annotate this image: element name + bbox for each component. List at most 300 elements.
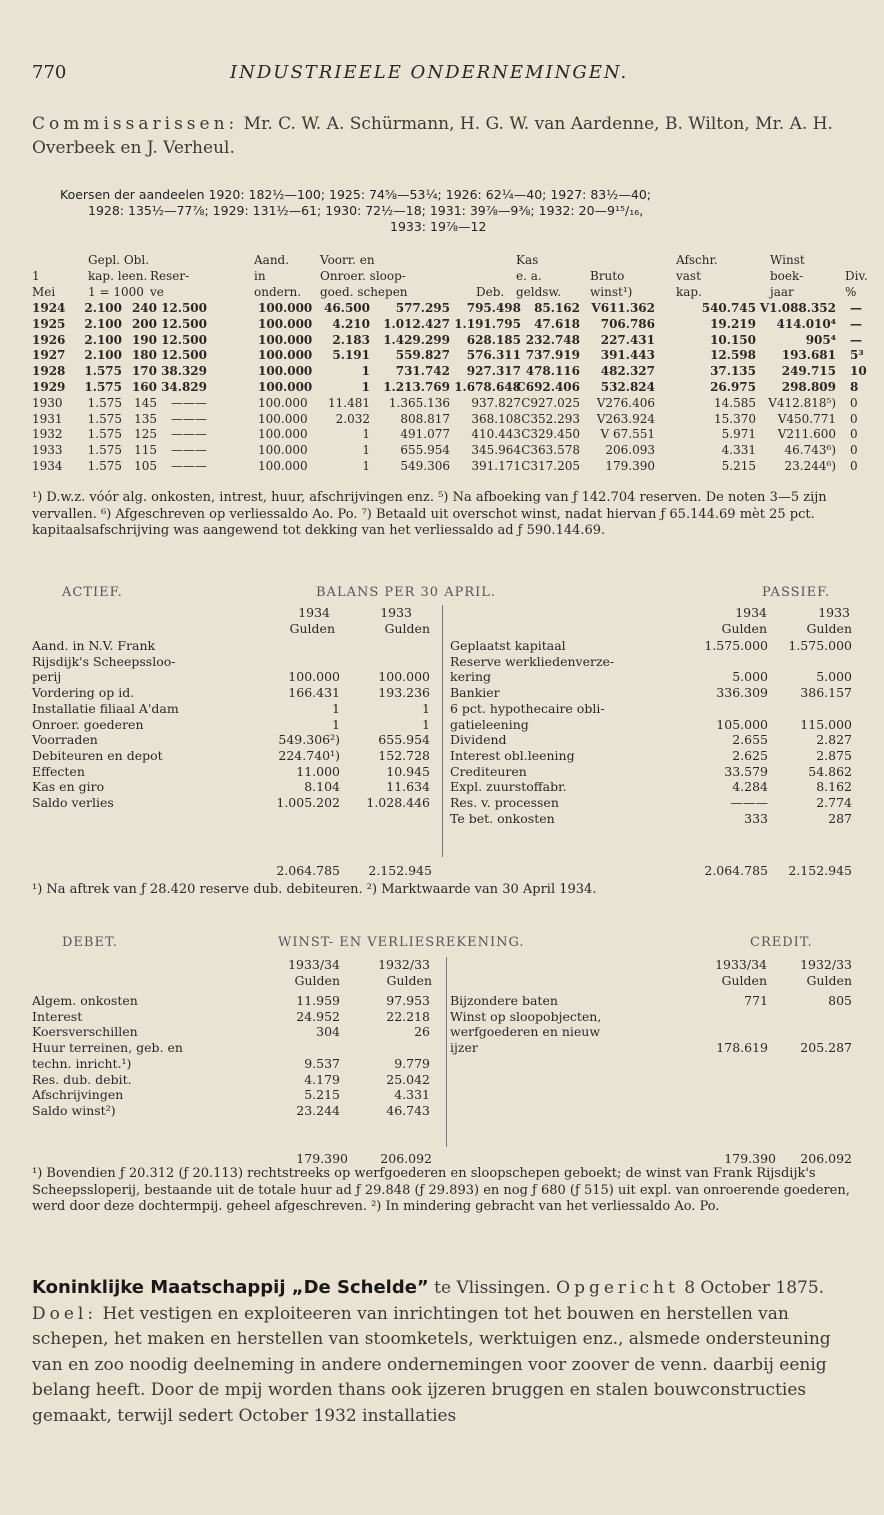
actief-value: 10.945 <box>386 763 430 779</box>
table-cell: C329.450 <box>521 427 580 442</box>
table-cell: 12.500 <box>161 348 207 363</box>
unit-header: Gulden <box>384 621 430 636</box>
actief-label: Onroer. goederen <box>32 716 144 732</box>
column-header: kap. <box>676 285 702 299</box>
actief-value: 152.728 <box>378 747 430 763</box>
page-number: 770 <box>32 62 67 83</box>
passief-label: Crediteuren <box>450 763 527 779</box>
row-year: 1930 <box>32 395 63 410</box>
passief-label: Te bet. onkosten <box>450 810 555 826</box>
koersen-line-2: 1928: 135½—77⅞; 1929: 131½—61; 1930: 72½—18; 1931: 39⅞—9⅜; 1932: 20—9¹⁵/₁₆, <box>88 203 644 218</box>
table-cell: 1.575 <box>87 427 122 442</box>
unit-header: Gulden <box>289 621 335 636</box>
actief-label: Debiteuren en depot <box>32 747 163 763</box>
table-cell: 46.743⁶) <box>784 443 836 458</box>
table-cell: 240 <box>131 301 157 315</box>
column-header: in <box>254 269 266 283</box>
actief-label: Saldo verlies <box>32 795 114 810</box>
actief-heading: ACTIEF. <box>62 585 123 600</box>
year-header: 1932/33 <box>800 957 852 972</box>
table-cell: 298.809 <box>781 380 836 394</box>
table-cell: 26.975 <box>710 380 756 394</box>
debet-label: Huur terreinen, geb. en <box>32 1040 183 1056</box>
row-year: 1933 <box>32 443 63 458</box>
table-cell: C363.578 <box>521 443 580 458</box>
table-cell: 100.000 <box>258 443 308 458</box>
credit-label: werfgoederen en nieuw <box>450 1024 601 1040</box>
row-year: 1929 <box>32 380 66 394</box>
table-cell: 532.824 <box>600 380 655 394</box>
table-cell: 115 <box>134 443 157 458</box>
table-cell: C692.406 <box>516 380 580 394</box>
column-header: Winst <box>770 253 805 267</box>
table-cell: — <box>850 316 862 331</box>
credit-value: 178.619 <box>716 1040 768 1056</box>
actief-value: 11.000 <box>296 763 340 779</box>
table-cell: 10.150 <box>710 332 756 347</box>
actief-label: Rijsdijk's Scheepssloo- <box>32 653 176 669</box>
year-header: 1932/33 <box>378 957 430 972</box>
table-cell: 1.575 <box>87 443 122 458</box>
table-cell: 1.575 <box>87 459 122 473</box>
table-cell: 1.575 <box>84 364 122 379</box>
row-year: 1927 <box>32 348 66 363</box>
table-cell: ——— <box>171 395 207 410</box>
debet-value: 5.215 <box>304 1087 340 1103</box>
table-cell: 655.954 <box>400 443 450 458</box>
winst-verlies-table <box>0 957 884 1167</box>
table-cell: 5³ <box>850 348 864 363</box>
table-cell: V276.406 <box>596 395 655 410</box>
debet-label: Algem. onkosten <box>32 993 138 1008</box>
table-cell: 100.000 <box>258 427 308 442</box>
debet-value: 23.244 <box>296 1102 340 1118</box>
actief-value: 224.740¹) <box>278 747 340 763</box>
schelde-paragraph <box>32 1275 862 1429</box>
balans-note: ¹) Na aftrek van ƒ 28.420 reserve dub. debiteuren. ²) Marktwaarde van 30 April 1934. <box>32 882 597 897</box>
table-cell: 577.295 <box>395 301 450 315</box>
column-header: ve <box>150 285 164 299</box>
table-cell: 200 <box>131 316 157 331</box>
table-cell: 0 <box>850 427 858 442</box>
row-year: 1934 <box>32 459 63 473</box>
table-cell: 2.100 <box>84 348 122 363</box>
table-cell: 1.213.769 <box>383 380 450 394</box>
actief-value: 100.000 <box>378 669 430 685</box>
debet-value: 4.179 <box>304 1071 340 1087</box>
row-year: 1931 <box>32 411 63 426</box>
table-cell: 0 <box>850 443 858 458</box>
table-cell: V 67.551 <box>600 427 655 442</box>
passief-label: Bankier <box>450 685 500 701</box>
table-cell: 100.000 <box>258 348 313 363</box>
passief-value: 8.162 <box>816 779 852 795</box>
passief-value: 333 <box>744 810 768 826</box>
table-cell: 1 <box>361 364 370 379</box>
unit-header: Gulden <box>721 621 767 636</box>
actief-value: 11.634 <box>386 779 430 795</box>
year-header: 1933 <box>818 605 850 620</box>
passief-value: 115.000 <box>800 716 852 732</box>
koersen-table <box>0 253 884 493</box>
table-cell: — <box>850 332 862 347</box>
column-divider <box>446 957 447 1147</box>
table-cell: 628.185 <box>466 332 521 347</box>
passief-value: 2.827 <box>816 732 852 748</box>
table-cell: 2.100 <box>84 316 122 331</box>
row-year: 1924 <box>32 301 66 315</box>
table-cell: 160 <box>131 380 157 394</box>
column-header: e. a. <box>516 269 542 283</box>
table-cell: 414.010⁴ <box>776 316 836 331</box>
table-cell: 12.598 <box>710 348 756 363</box>
passief-value: 1.575.000 <box>704 638 768 653</box>
table-cell: 410.443 <box>471 427 521 442</box>
passief-label: 6 pct. hypothecaire obli- <box>450 700 605 716</box>
debet-label: Koersverschillen <box>32 1024 138 1040</box>
table-cell: 576.311 <box>466 348 521 363</box>
table-cell: 19.219 <box>710 316 756 331</box>
passief-value: 54.862 <box>808 763 852 779</box>
table-cell: 1 <box>361 380 370 394</box>
debet-label: Saldo winst²) <box>32 1102 116 1118</box>
table-cell: ——— <box>171 411 207 426</box>
table-cell: 5.971 <box>721 427 756 442</box>
passief-value: 386.157 <box>800 685 852 701</box>
column-header: jaar <box>770 285 794 299</box>
table-cell: 478.116 <box>525 364 580 379</box>
column-header: Reser- <box>150 269 190 283</box>
table-cell: 808.817 <box>400 411 450 426</box>
table-cell: 0 <box>850 411 858 426</box>
table-cell: 368.108 <box>471 411 521 426</box>
debet-value: 25.042 <box>386 1071 430 1087</box>
debet-value: 4.331 <box>394 1087 430 1103</box>
unit-header: Gulden <box>294 973 340 988</box>
column-divider <box>442 605 443 857</box>
actief-label: Installatie filiaal A'dam <box>32 700 179 716</box>
table-cell: 100.000 <box>258 316 313 331</box>
column-header: Onroer. sloop- <box>320 269 406 283</box>
opgericht-label: Opgericht <box>556 1278 679 1298</box>
table-cell: — <box>850 301 862 315</box>
table-cell: C352.293 <box>521 411 580 426</box>
table-cell: 0 <box>850 395 858 410</box>
column-header: Voorr. en <box>320 253 375 267</box>
debet-label: Afschrijvingen <box>32 1087 124 1103</box>
unit-header: Gulden <box>806 621 852 636</box>
table-cell: 559.827 <box>395 348 450 363</box>
doel-text: Het vestigen en exploiteeren van inrichtingen tot het bouwen en herstellen van schepen, het maken en herstellen van stoomketels, werktuigen enz., alsmede ondersteuning van en zoo noodig deelneming in andere ondernemingen voor zoover de venn. daarbij eenig belang heeft. Door de mpij worden thans ook ijzeren bruggen en stalen bouwconstructies gemaakt, terwijl sedert October 1932 installaties <box>32 1303 831 1426</box>
passief-label: Expl. zuurstoffabr. <box>450 779 567 795</box>
column-header: Bruto <box>590 269 625 283</box>
table-cell: ——— <box>171 443 207 458</box>
table-cell: 2.032 <box>335 411 370 426</box>
debet-value: 97.953 <box>386 993 430 1008</box>
total-value: 2.152.945 <box>788 863 852 878</box>
koersen-line-1: Koersen der aandeelen 1920: 182½—100; 1925: 74⅝—53¼; 1926: 62¼—40; 1927: 83½—40; <box>60 187 651 202</box>
company-place: te Vlissingen. <box>428 1278 551 1298</box>
debet-value: 9.537 <box>304 1055 340 1071</box>
balans-table <box>0 605 884 880</box>
debet-value: 9.779 <box>394 1055 430 1071</box>
unit-header: Gulden <box>386 973 432 988</box>
table-cell: 38.329 <box>161 364 207 379</box>
credit-label: Bijzondere baten <box>450 993 558 1008</box>
doel-label: Doel: <box>32 1303 98 1324</box>
table-cell: 4.331 <box>721 443 756 458</box>
table-cell: 5.215 <box>721 459 756 473</box>
row-year: 1932 <box>32 427 63 442</box>
debet-value: 22.218 <box>386 1008 430 1024</box>
actief-value: 1 <box>422 716 430 732</box>
column-header: Aand. <box>254 253 290 267</box>
table-cell: 145 <box>134 395 157 410</box>
debet-value: 11.959 <box>296 993 340 1008</box>
actief-value: 166.431 <box>288 685 340 701</box>
table-cell: 1.575 <box>84 380 122 394</box>
passief-label: Res. v. processen <box>450 795 559 810</box>
column-header: geldsw. <box>516 285 562 299</box>
actief-value: 193.236 <box>378 685 430 701</box>
table-cell: 1 <box>362 459 370 473</box>
passief-value: 336.309 <box>716 685 768 701</box>
table-cell: 1.191.795 <box>454 316 521 331</box>
year-header: 1934 <box>735 605 767 620</box>
table-cell: 100.000 <box>258 380 313 394</box>
table-cell: 5.191 <box>332 348 370 363</box>
commissarissen-label: Commissarissen: <box>32 114 239 134</box>
table-cell: 2.100 <box>84 301 122 315</box>
actief-label: perij <box>32 669 62 685</box>
column-header: vast <box>676 269 701 283</box>
debet-value: 26 <box>414 1024 430 1040</box>
table-notes: ¹) D.w.z. vóór alg. onkosten, intrest, huur, afschrijvingen enz. ⁵) Na afboeking van ƒ 142.704 reserven. De noten 3—5 zijn vervallen. ⁶) Afgeschreven op verliessaldo Ao. Po. ⁷) Betaald uit overschot winst, nadat hiervan ƒ 65.144.69 mèt 25 pct. kapitaalsafschrijving was aangewend tot dekking van het verliessaldo ad ƒ 590.144.69. <box>32 490 827 538</box>
table-cell: 10 <box>850 364 867 379</box>
column-header: % <box>845 285 857 299</box>
actief-label: Effecten <box>32 763 85 779</box>
credit-heading: CREDIT. <box>750 935 813 950</box>
actief-label: Kas en giro <box>32 779 105 795</box>
passief-label: kering <box>450 669 491 685</box>
table-cell: 249.715 <box>781 364 836 379</box>
table-cell: ——— <box>171 427 207 442</box>
total-value: 179.390 <box>296 1151 348 1166</box>
column-header: Kas <box>516 253 539 267</box>
total-value: 2.064.785 <box>276 863 340 878</box>
debet-label: Res. dub. debit. <box>32 1071 132 1087</box>
column-header: kap. leen. <box>88 269 148 283</box>
table-cell: 1 <box>362 427 370 442</box>
credit-value: 205.287 <box>800 1040 852 1056</box>
table-cell: 0 <box>850 459 858 473</box>
table-cell: 491.077 <box>400 427 450 442</box>
debet-heading: DEBET. <box>62 935 118 950</box>
table-cell: 47.618 <box>534 316 580 331</box>
debet-label: Interest <box>32 1008 83 1024</box>
total-value: 206.092 <box>380 1151 432 1166</box>
actief-value: 8.104 <box>304 779 340 795</box>
actief-label: Aand. in N.V. Frank <box>32 638 156 653</box>
table-cell: 1.429.299 <box>383 332 450 347</box>
total-value: 2.064.785 <box>704 863 768 878</box>
total-value: 2.152.945 <box>368 863 432 878</box>
table-cell: C317.205 <box>521 459 580 473</box>
actief-value: 100.000 <box>288 669 340 685</box>
column-header: winst¹) <box>590 285 633 299</box>
opgericht-value: 8 October 1875. <box>678 1278 825 1298</box>
table-cell: 135 <box>134 411 157 426</box>
commissarissen-text: Mr. C. W. A. Schürmann, H. G. W. van Aardenne, B. Wilton, Mr. A. H. Overbeek en J. Verheul. <box>32 114 833 158</box>
table-cell: 170 <box>131 364 157 379</box>
column-header: goed. schepen <box>320 285 408 299</box>
table-cell: 482.327 <box>600 364 655 379</box>
table-cell: 12.500 <box>161 316 207 331</box>
table-cell: 193.681 <box>781 348 836 363</box>
table-cell: 795.498 <box>466 301 521 315</box>
column-header: Mei <box>32 285 56 299</box>
table-cell: 8 <box>850 380 859 394</box>
table-cell: 85.162 <box>534 301 580 315</box>
passief-label: Interest obl.leening <box>450 747 575 763</box>
unit-header: Gulden <box>721 973 767 988</box>
credit-value: 771 <box>744 993 768 1008</box>
table-cell: 540.745 <box>701 301 756 315</box>
credit-value: 805 <box>828 993 852 1008</box>
table-cell: 4.210 <box>332 316 370 331</box>
table-cell: V1.088.352 <box>759 301 836 315</box>
table-cell: 206.093 <box>605 443 655 458</box>
passief-label: gatieleening <box>450 716 529 732</box>
credit-label: ijzer <box>450 1040 478 1056</box>
table-cell: 179.390 <box>605 459 655 473</box>
total-value: 179.390 <box>724 1151 776 1166</box>
table-cell: 180 <box>131 348 157 363</box>
table-cell: 23.244⁶) <box>784 459 836 473</box>
year-header: 1934 <box>298 605 330 620</box>
table-cell: 905⁴ <box>805 332 836 347</box>
table-cell: 12.500 <box>161 332 207 347</box>
table-cell: V611.362 <box>591 301 655 315</box>
table-cell: 1.575 <box>87 411 122 426</box>
actief-value: 1.028.446 <box>366 795 430 810</box>
table-cell: 1.575 <box>87 395 122 410</box>
table-cell: 12.500 <box>161 301 207 315</box>
table-cell: 927.317 <box>466 364 521 379</box>
column-header: 1 <box>32 269 40 283</box>
row-year: 1926 <box>32 332 66 347</box>
column-header: boek- <box>770 269 804 283</box>
passief-value: ——— <box>730 795 768 810</box>
table-cell: 2.183 <box>332 332 370 347</box>
table-cell: 46.500 <box>324 301 370 315</box>
table-cell: 100.000 <box>258 395 308 410</box>
table-cell: 100.000 <box>258 459 308 473</box>
column-header: Gepl. Obl. <box>88 253 150 267</box>
credit-label: Winst op sloopobjecten, <box>450 1008 602 1024</box>
passief-label: Reserve werkliedenverze- <box>450 653 615 669</box>
column-header: Afschr. <box>676 253 718 267</box>
passief-value: 2.625 <box>732 747 768 763</box>
table-cell: 1.012.427 <box>383 316 450 331</box>
table-cell: 100.000 <box>258 364 313 379</box>
table-cell: 125 <box>134 427 157 442</box>
table-cell: V263.924 <box>596 411 655 426</box>
debet-value: 24.952 <box>296 1008 340 1024</box>
table-cell: 937.827 <box>471 395 521 410</box>
table-cell: 11.481 <box>328 395 370 410</box>
actief-value: 1 <box>332 716 340 732</box>
commissarissen-paragraph <box>32 112 872 160</box>
passief-value: 33.579 <box>724 763 768 779</box>
table-cell: 1.678.648 <box>454 380 521 394</box>
table-cell: 1.365.136 <box>388 395 450 410</box>
year-header: 1933 <box>380 605 412 620</box>
actief-value: 1 <box>422 700 430 716</box>
table-cell: 34.829 <box>161 380 207 394</box>
unit-header: Gulden <box>806 973 852 988</box>
column-header: Deb. <box>476 285 505 299</box>
actief-label: Voorraden <box>32 732 98 748</box>
actief-value: 655.954 <box>378 732 430 748</box>
passief-value: 2.774 <box>816 795 852 810</box>
table-cell: 1 <box>362 443 370 458</box>
passief-label: Dividend <box>450 732 507 748</box>
balans-title: BALANS PER 30 APRIL. <box>316 585 497 600</box>
passief-value: 105.000 <box>716 716 768 732</box>
table-cell: 391.171 <box>471 459 521 473</box>
table-cell: 14.585 <box>714 395 756 410</box>
table-cell: 105 <box>134 459 157 473</box>
koersen-line-3: 1933: 19⅞—12 <box>390 219 487 234</box>
debet-value: 304 <box>316 1024 340 1040</box>
passief-value: 287 <box>828 810 852 826</box>
table-cell: 232.748 <box>525 332 580 347</box>
passief-value: 5.000 <box>816 669 852 685</box>
passief-value: 4.284 <box>732 779 768 795</box>
wv-title: WINST- EN VERLIESREKENING. <box>278 935 525 950</box>
table-cell: 731.742 <box>395 364 450 379</box>
debet-label: techn. inricht.¹) <box>32 1055 132 1071</box>
table-cell: 2.100 <box>84 332 122 347</box>
actief-value: 549.306²) <box>278 732 340 748</box>
table-cell: 37.135 <box>710 364 756 379</box>
table-cell: V450.771 <box>777 411 836 426</box>
passief-value: 2.655 <box>732 732 768 748</box>
table-cell: 15.370 <box>714 411 756 426</box>
column-header: ondern. <box>254 285 302 299</box>
total-value: 206.092 <box>800 1151 852 1166</box>
passief-label: Geplaatst kapitaal <box>450 638 566 653</box>
table-cell: 549.306 <box>400 459 450 473</box>
table-cell: V412.818⁵) <box>768 395 836 410</box>
actief-value: 1 <box>332 700 340 716</box>
row-year: 1925 <box>32 316 66 331</box>
actief-label: Vordering op id. <box>32 685 135 701</box>
passief-value: 2.875 <box>816 747 852 763</box>
table-cell: 345.964 <box>471 443 521 458</box>
column-header: Div. <box>845 269 868 283</box>
debet-value: 46.743 <box>386 1102 430 1118</box>
running-title: INDUSTRIEELE ONDERNEMINGEN. <box>230 62 629 83</box>
table-cell: C927.025 <box>521 395 580 410</box>
year-header: 1933/34 <box>715 957 767 972</box>
wv-note: ¹) Bovendien ƒ 20.312 (ƒ 20.113) rechtstreeks op werfgoederen en sloopschepen geboekt; de winst van Frank Rijsdijk's Scheepssloperij, bestaande uit de totale huur ad ƒ 29.848 (ƒ 29.893) en nog ƒ 680 (ƒ 515) uit expl. van onroerende goederen, werd door deze dochtermpij. geheel afgeschreven. ²) In mindering gebracht van het verliessaldo Ao. Po. <box>32 1166 850 1214</box>
table-cell: 100.000 <box>258 301 313 315</box>
table-cell: 737.919 <box>525 348 580 363</box>
column-header: 1 = 1000 <box>88 285 144 299</box>
year-header: 1933/34 <box>288 957 340 972</box>
